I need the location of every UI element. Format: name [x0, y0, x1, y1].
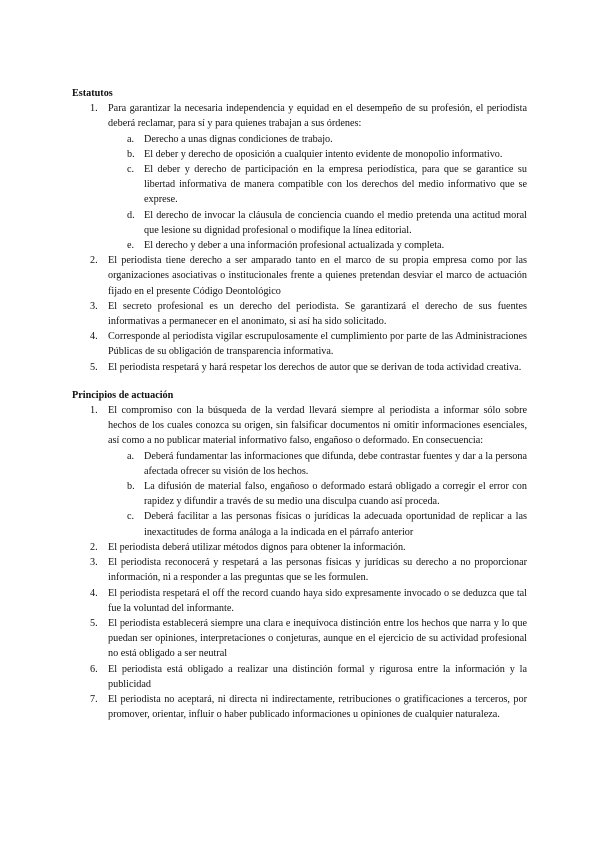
sub-item-letter: a. — [127, 450, 135, 462]
sub-item-letter: b. — [127, 148, 135, 160]
sub-item — [72, 208, 527, 238]
sub-item — [72, 147, 527, 162]
item-text: El periodista deberá utilizar métodos dignos para obtener la información. — [108, 541, 406, 553]
sub-item — [72, 238, 527, 253]
item-number: 4. — [90, 331, 98, 343]
item-text: El compromiso con la búsqueda de la verdad llevará siempre al periodista a informar sólo sobre hechos de los cuales conozca su origen, sin falsificar documentos ni omitir informaciones esenciales, así como a no publicar material informativo falso, engañoso o deformado. En consecuencia: — [108, 405, 527, 447]
sub-item-text: Deberá fundamentar las informaciones que difunda, debe contrastar fuentes y dar a la persona afectada ofrecer su visión de los hechos. — [144, 450, 527, 477]
section-heading: Principios de actuación — [72, 389, 174, 401]
item-number: 2. — [90, 541, 98, 553]
list-item — [72, 616, 527, 662]
item-text: El secreto profesional es un derecho del periodista. Se garantizará el derecho de sus fuentes informativas a permanecer en el anonimato, si así ha sido solicitado. — [108, 300, 527, 328]
item-text: El periodista no aceptará, ni directa ni indirectamente, retribuciones o gratificaciones a terceros, por promover, orientar, influir o haber publicado informaciones u opiniones de cualquier naturaleza. — [108, 693, 527, 721]
list-item — [72, 540, 527, 555]
item-text: El periodista respetará el off the record cuando haya sido expresamente invocado o se deduzca que tal fue la voluntad del informante. — [108, 587, 527, 614]
sub-item — [72, 479, 527, 509]
list-item — [72, 253, 527, 299]
list-item — [72, 360, 527, 375]
item-text: El periodista tiene derecho a ser amparado tanto en el marco de su propia empresa como por las organizaciones asociativas o institucionales frente a quienes pretendan desviar el marco de actuación fijado en el presente Código Deontológico — [108, 255, 527, 297]
list-item — [72, 662, 527, 692]
item-text: El periodista está obligado a realizar una distinción formal y rigurosa entre la información y la publicidad — [108, 663, 527, 690]
item-text: El periodista reconocerá y respetará a las personas físicas y jurídicas su derecho a no proporcionar información, ni a responder a las preguntas que se les formulen. — [108, 557, 527, 584]
sub-item-text: El derecho y deber a una información profesional actualizada y completa. — [144, 240, 445, 252]
item-number: 4. — [90, 587, 98, 599]
sub-item-letter: c. — [127, 511, 135, 523]
sub-item-text: El deber y derecho de participación en la empresa periodística, para que se garantice su libertad informativa de manera compatible con los derechos del medio informativo que se exprese. — [144, 164, 527, 206]
sub-item-text: El derecho de invocar la cláusula de conciencia cuando el medio pretenda una actitud moral que lesione su dignidad profesional o modifique la línea editorial. — [144, 209, 527, 236]
sub-item-text: La difusión de material falso, engañoso o deformado estará obligado a corregir el error con rapidez y difundir a través de su medio una disculpa cuando así proceda. — [144, 481, 527, 508]
item-number: 2. — [90, 255, 98, 267]
item-number: 5. — [90, 361, 98, 373]
list-item — [72, 586, 527, 616]
section-estatutos — [72, 86, 527, 375]
numbered-list — [72, 101, 527, 375]
sub-item-letter: b. — [127, 481, 135, 493]
list-item — [72, 403, 527, 540]
item-number: 7. — [90, 693, 98, 705]
sub-item-text: Deberá facilitar a las personas físicas o jurídicas la adecuada oportunidad de replicar a las inexactitudes de forma análoga a la indicada en el párrafo anterior — [144, 511, 527, 538]
sub-item-text: El deber y derecho de oposición a cualquier intento evidente de monopolio informativo. — [144, 148, 503, 160]
sub-item — [72, 509, 527, 539]
item-text: Corresponde al periodista vigilar escrupulosamente el cumplimiento por parte de las Administraciones Públicas de su obligación de transparencia informativa. — [108, 331, 527, 358]
item-text: Para garantizar la necesaria independencia y equidad en el desempeño de su profesión, el periodista deberá reclamar, para sí y para quienes trabajan a sus órdenes: — [108, 103, 527, 130]
item-text: El periodista establecerá siempre una clara e inequívoca distinción entre los hechos que narra y lo que puedan ser opiniones, interpretaciones o conjeturas, aunque en el ejercicio de su actividad profesional no está obligado a ser neutral — [108, 617, 527, 660]
sub-item — [72, 162, 527, 208]
numbered-list — [72, 403, 527, 722]
list-item — [72, 299, 527, 329]
document-page — [72, 86, 527, 722]
list-item — [72, 329, 527, 359]
sub-item-text: Derecho a unas dignas condiciones de trabajo. — [144, 133, 333, 145]
item-text: El periodista respetará y hará respetar los derechos de autor que se derivan de toda actividad creativa. — [108, 361, 522, 373]
list-item — [72, 101, 527, 253]
section-principios — [72, 388, 527, 722]
item-number: 3. — [90, 557, 98, 569]
item-number: 6. — [90, 663, 98, 675]
sub-item — [72, 132, 527, 147]
item-number: 1. — [90, 405, 98, 417]
item-number: 1. — [90, 103, 98, 115]
sub-item-letter: e. — [127, 240, 135, 252]
section-heading: Estatutos — [72, 88, 113, 99]
sub-item-letter: d. — [127, 209, 135, 221]
sub-item-letter: a. — [127, 133, 135, 145]
sub-item-letter: c. — [127, 164, 135, 176]
item-number: 5. — [90, 617, 98, 629]
list-item — [72, 555, 527, 585]
item-number: 3. — [90, 300, 98, 312]
list-item — [72, 692, 527, 722]
sub-item — [72, 449, 527, 479]
